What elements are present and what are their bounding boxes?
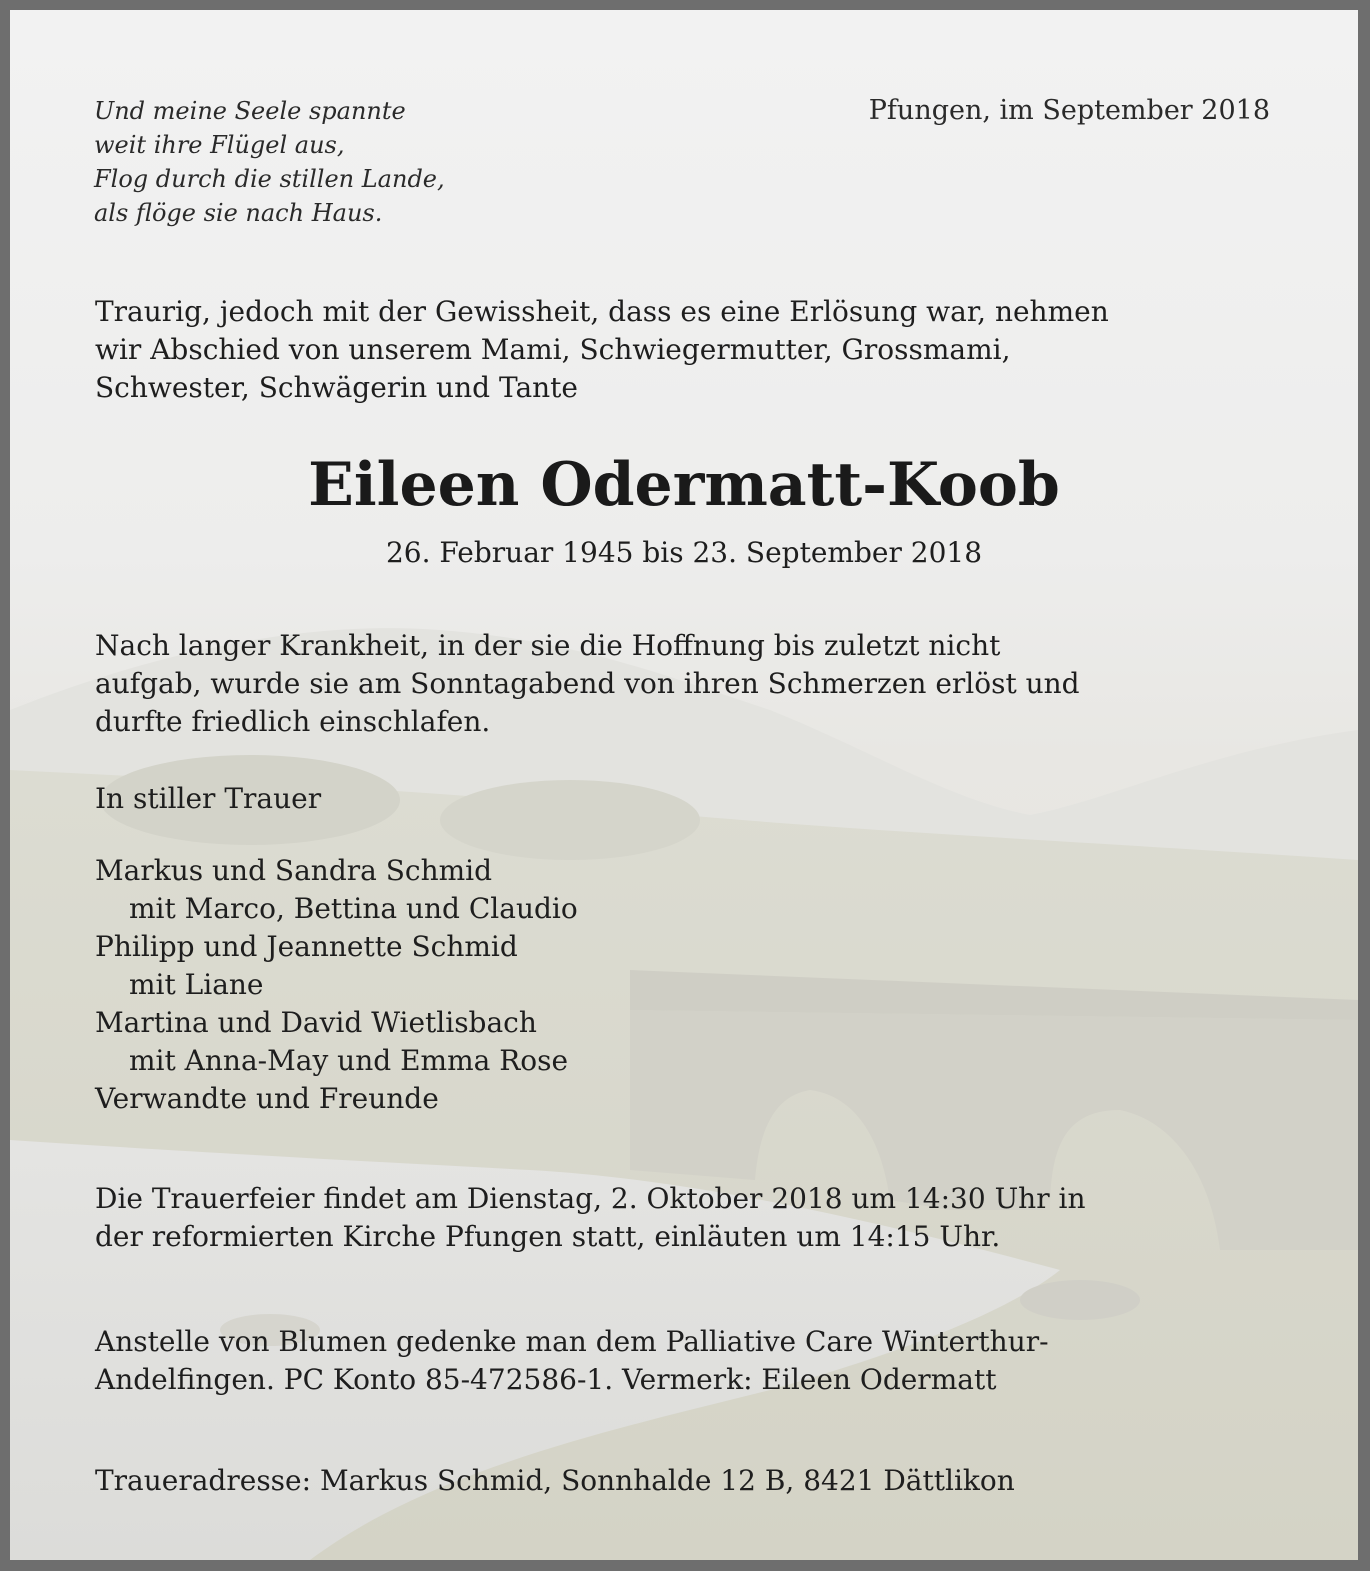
mourner-line: Martina und David Wietlisbach (95, 1006, 537, 1039)
illness-paragraph (95, 627, 1285, 741)
address-line: Traueradresse: Markus Schmid, Sonnhalde 12 B, 8421 Dättlikon (95, 1464, 1015, 1497)
illness-line: durfte friedlich einschlafen. (95, 705, 491, 738)
intro-line: wir Abschied von unserem Mami, Schwiegermutter, Grossmami, (95, 333, 1011, 366)
life-dates: 26. Februar 1945 bis 23. September 2018 (385, 536, 983, 569)
donation-paragraph (95, 1323, 1285, 1399)
obituary-notice (10, 10, 1358, 1560)
intro-line: Traurig, jedoch mit der Gewissheit, dass es eine Erlösung war, nehmen (95, 295, 1109, 328)
poem-line: Flog durch die stillen Lande, (94, 165, 445, 193)
mourner-line: mit Liane (129, 968, 264, 1001)
mourner-line: Markus und Sandra Schmid (95, 854, 493, 887)
poem-quote (94, 94, 445, 230)
mourner-line: Verwandte und Freunde (95, 1082, 439, 1115)
mourners-list (95, 852, 1285, 1118)
donation-line: Anstelle von Blumen gedenke man dem Palliative Care Winterthur- (95, 1325, 1049, 1358)
intro-paragraph (95, 293, 1285, 407)
service-line: Die Trauerfeier findet am Dienstag, 2. Oktober 2018 um 14:30 Uhr in (95, 1182, 1086, 1215)
illness-line: Nach langer Krankheit, in der sie die Hoffnung bis zuletzt nicht (95, 629, 1001, 662)
poem-line: als flöge sie nach Haus. (94, 199, 383, 227)
mourner-line: mit Anna-May und Emma Rose (129, 1044, 569, 1077)
illness-line: aufgab, wurde sie am Sonntagabend von ihren Schmerzen erlöst und (95, 667, 1080, 700)
place-and-date: Pfungen, im September 2018 (868, 95, 1270, 126)
service-line: der reformierten Kirche Pfungen statt, einläuten um 14:15 Uhr. (95, 1220, 1001, 1253)
donation-line: Andelfingen. PC Konto 85-472586-1. Vermerk: Eileen Odermatt (95, 1363, 997, 1396)
mourning-intro-text: In stiller Trauer (95, 782, 322, 815)
service-paragraph (95, 1180, 1285, 1256)
poem-line: weit ihre Flügel aus, (94, 131, 345, 159)
intro-line: Schwester, Schwägerin und Tante (95, 371, 578, 404)
mourning-intro (95, 780, 1285, 818)
mourning-address (95, 1462, 1285, 1500)
poem-line: Und meine Seele spannte (94, 97, 406, 125)
mourner-line: Philipp und Jeannette Schmid (95, 930, 518, 963)
mourner-line: mit Marco, Bettina und Claudio (129, 892, 578, 925)
deceased-name: Eileen Odermatt-Koob (308, 450, 1060, 520)
